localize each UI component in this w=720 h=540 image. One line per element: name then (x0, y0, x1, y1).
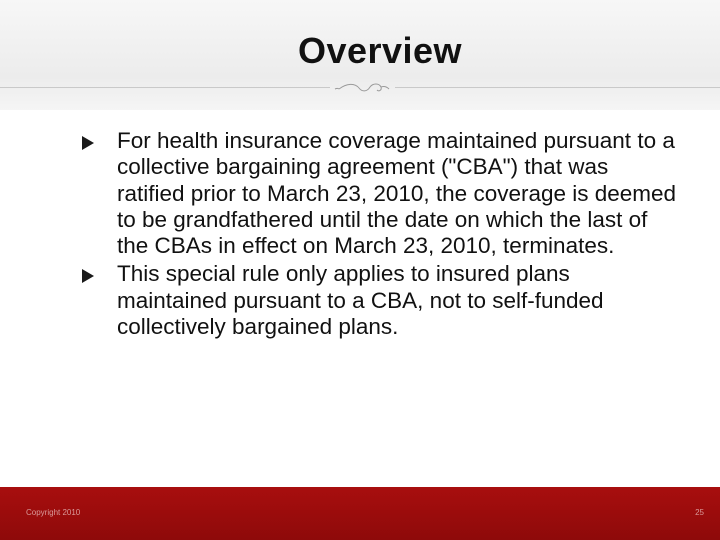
title-divider-left (0, 87, 330, 88)
triangle-right-icon (82, 269, 94, 283)
copyright-text: Copyright 2010 (26, 508, 81, 517)
bullet-item (80, 128, 680, 259)
bullet-text: This special rule only applies to insured plans maintained pursuant to a CBA, not to self-funded collectively bargained plans. (117, 261, 604, 340)
triangle-right-icon (82, 136, 94, 150)
footer-band (0, 487, 720, 540)
title-divider-right (395, 87, 720, 88)
bullet-text: For health insurance coverage maintained pursuant to a collective bargaining agreement ("CBA") that was ratified prior to March 23, 2010, the coverage is deemed to be grandfathered until the date on which the last of the CBAs in effect on March 23, 2010, terminates. (117, 128, 677, 259)
bullet-item (80, 261, 680, 340)
bullet-list (80, 128, 680, 340)
page-number: 25 (695, 508, 704, 517)
slide-title: Overview (297, 30, 463, 71)
flourish-icon (333, 77, 393, 97)
